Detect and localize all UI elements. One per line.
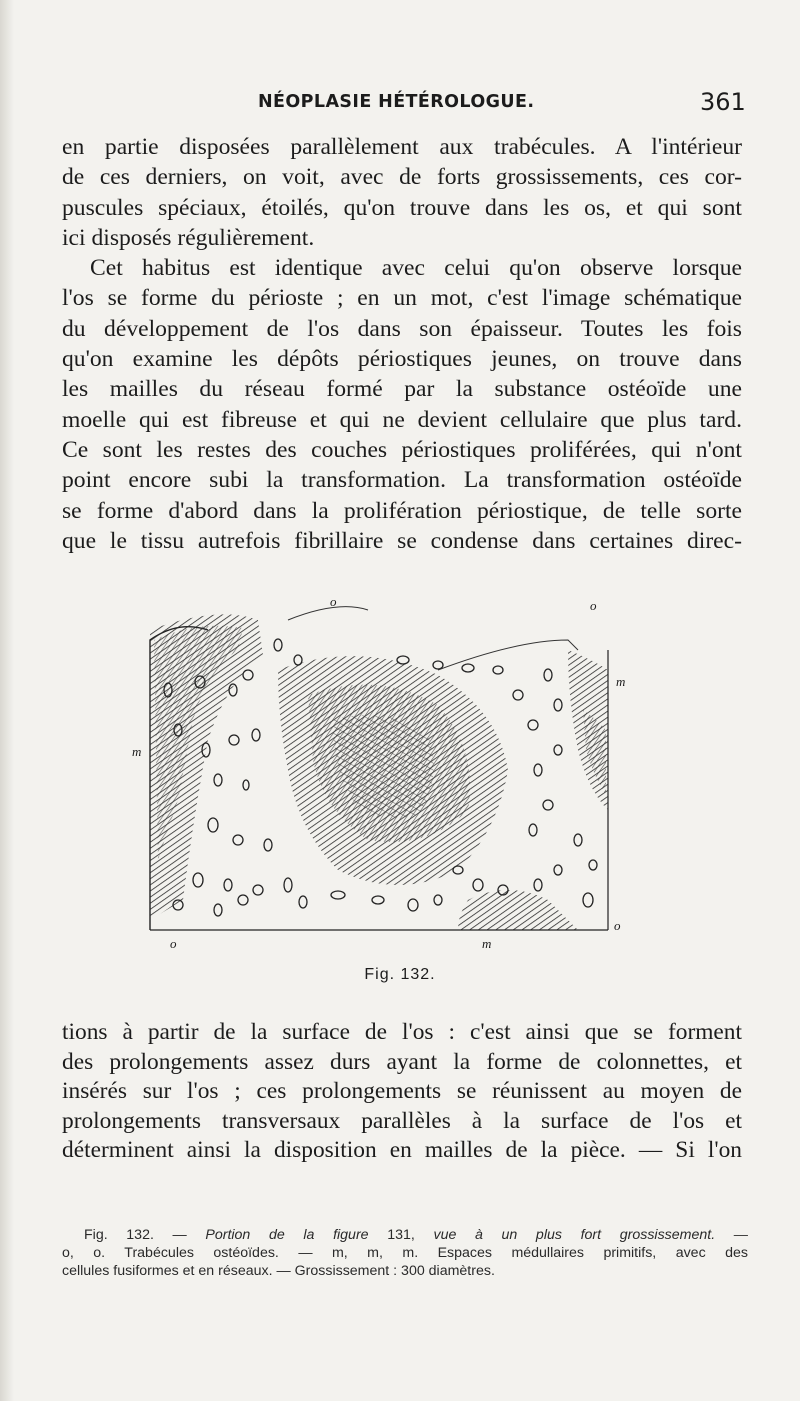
text-line: que le tissu autrefois fibrillaire se condense dans certaines direc- (62, 527, 742, 554)
text-line: tions à partir de la surface de l'os : c'est ainsi que se forment (62, 1019, 742, 1045)
fig-label-m-right: m (616, 674, 626, 689)
caption-title: Portion de la figure (205, 1227, 369, 1243)
caption-line: cellules fusiformes et en réseaux. — Grossissement : 300 diamètres. (62, 1263, 495, 1279)
histology-engraving (138, 600, 638, 960)
paragraph-bottom (62, 1018, 742, 1166)
text-line: ici disposés régulièrement. (62, 224, 315, 251)
figure-title: Fig. 132. (364, 966, 436, 983)
caption-fig-ref: Fig. 132. — (84, 1227, 187, 1243)
paragraph-top (62, 132, 742, 556)
fig-label-o-bottom-left: o (170, 936, 177, 951)
fig-label-o-top: o (330, 594, 337, 609)
page-number: 361 (700, 88, 746, 116)
text-line: l'os se forme du périoste ; en un mot, c'est l'image schématique (62, 285, 742, 312)
caption-fig-num: 131, (387, 1227, 415, 1243)
text-line: se forme d'abord dans la prolifération périostique, de telle sorte (62, 497, 742, 524)
text-line: insérés sur l'os ; ces prolongements se réunissent au moyen de (62, 1078, 742, 1105)
text-line: en partie disposées parallèlement aux trabécules. A l'intérieur (62, 134, 742, 160)
text-line: puscules spéciaux, étoilés, qu'on trouve dans les os, et qui sont (62, 194, 742, 221)
text-line: point encore subi la transformation. La transformation ostéoïde (62, 467, 742, 494)
text-line: les mailles du réseau formé par la substance ostéoïde une (62, 376, 742, 403)
figure-caption (62, 1226, 748, 1280)
page-edge-shadow (0, 0, 14, 1401)
caption-line (62, 1226, 748, 1244)
page-header (0, 88, 800, 118)
figure-132-illustration (132, 594, 638, 960)
fig-label-o-right-top: o (590, 598, 597, 613)
text-line: moelle qui est fibreuse et qui ne devient cellulaire que plus tard. (62, 406, 742, 433)
fig-label-m-left: m (132, 744, 142, 759)
fig-label-o-right-bottom: o (614, 918, 621, 933)
text-line: Ce sont les restes des couches périostiques proliférées, qui n'ont (62, 436, 742, 463)
text-line: prolongements transversaux parallèles à la surface de l'os et (62, 1107, 742, 1134)
text-line: de ces derniers, on voit, avec de forts grossissements, ces cor- (62, 164, 742, 191)
text-line: des prolongements assez durs ayant la forme de colonnettes, et (62, 1048, 742, 1075)
running-title: NÉOPLASIE HÉTÉROLOGUE. (258, 92, 535, 112)
text-line: déterminent ainsi la disposition en mailles de la pièce. — Si l'on (62, 1137, 742, 1164)
caption-line: o, o. Trabécules ostéoïdes. — m, m, m. Espaces médullaires primitifs, avec des (62, 1245, 748, 1261)
text-line: qu'on examine les dépôts périostiques jeunes, on trouve dans (62, 346, 742, 373)
text-line: du développement de l'os dans son épaisseur. Toutes les fois (62, 315, 742, 342)
text-line: Cet habitus est identique avec celui qu'on observe lorsque (90, 255, 742, 282)
fig-label-m-bottom: m (482, 936, 492, 951)
caption-title-2: vue à un plus fort grossissement. — (433, 1227, 748, 1243)
